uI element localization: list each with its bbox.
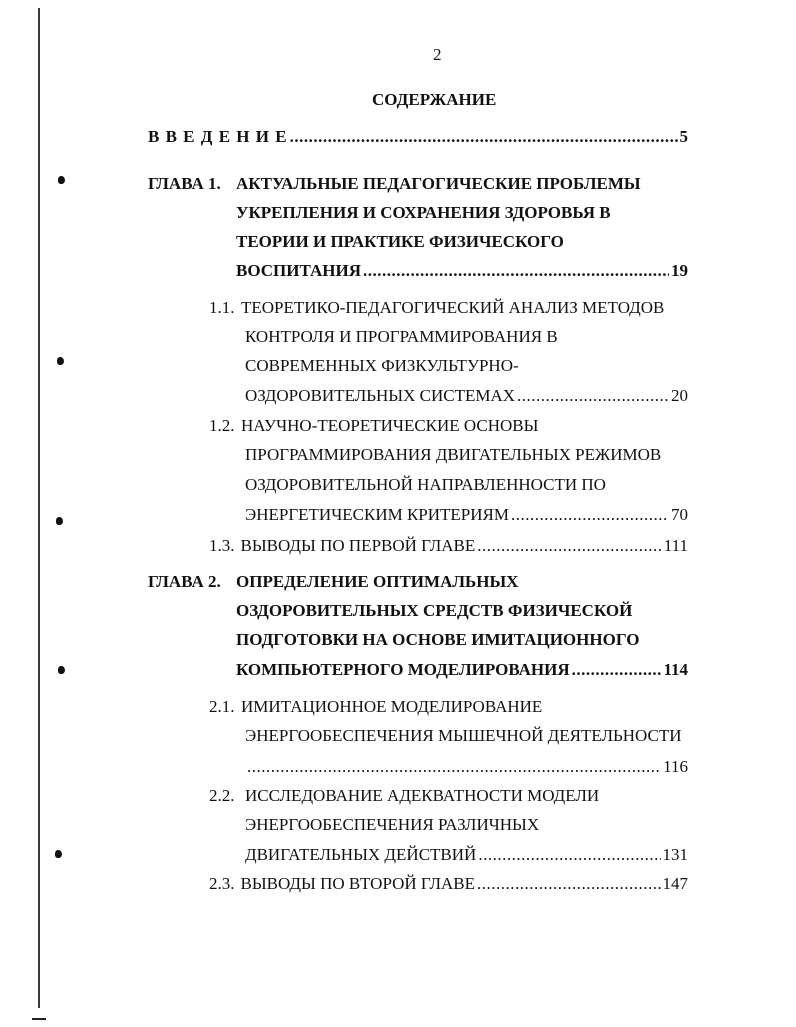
- section-1-3-number: 1.3.: [209, 536, 235, 555]
- leader-dots: [477, 536, 662, 556]
- page-ref: 147: [662, 874, 688, 893]
- chapter-1-title-line[interactable]: УКРЕПЛЕНИЯ И СОХРАНЕНИЯ ЗДОРОВЬЯ В: [236, 203, 611, 222]
- leader-dots: [290, 127, 678, 147]
- page-ref: 111: [663, 536, 688, 555]
- bottom-margin-mark: [32, 1018, 46, 1020]
- toc-entry-introduction[interactable]: [148, 127, 688, 147]
- margin-bullet-1: [58, 176, 65, 184]
- chapter-1-title-line[interactable]: АКТУАЛЬНЫЕ ПЕДАГОГИЧЕСКИЕ ПРОБЛЕМЫ: [236, 174, 641, 193]
- toc-entry-section-2-2[interactable]: [245, 845, 688, 865]
- section-2-3-title: ВЫВОДЫ ПО ВТОРОЙ ГЛАВЕ: [240, 874, 476, 893]
- section-1-1-title-line[interactable]: ТЕОРЕТИКО-ПЕДАГОГИЧЕСКИЙ АНАЛИЗ МЕТОДОВ: [241, 298, 665, 317]
- section-2-2-title-line[interactable]: ИССЛЕДОВАНИЕ АДЕКВАТНОСТИ МОДЕЛИ: [245, 786, 600, 805]
- section-1-1-title-last-line: ОЗДОРОВИТЕЛЬНЫХ СИСТЕМАХ: [245, 386, 516, 405]
- section-1-2-title-line[interactable]: ПРОГРАММИРОВАНИЯ ДВИГАТЕЛЬНЫХ РЕЖИМОВ: [245, 445, 662, 464]
- leader-dots: [363, 261, 669, 281]
- section-1-1-title-line[interactable]: СОВРЕМЕННЫХ ФИЗКУЛЬТУРНО-: [245, 356, 519, 375]
- section-1-1-title-line[interactable]: КОНТРОЛЯ И ПРОГРАММИРОВАНИЯ В: [245, 327, 558, 346]
- chapter-2-prefix: ГЛАВА 2.: [148, 572, 221, 591]
- section-1-2-title-last-line: ЭНЕРГЕТИЧЕСКИМ КРИТЕРИЯМ: [245, 505, 509, 524]
- section-1-3-title: ВЫВОДЫ ПО ПЕРВОЙ ГЛАВЕ: [240, 536, 476, 555]
- section-1-2-number: 1.2.: [209, 416, 235, 435]
- chapter-2-title-line[interactable]: ПОДГОТОВКИ НА ОСНОВЕ ИМИТАЦИОННОГО: [236, 630, 640, 649]
- page-ref: 19: [671, 261, 688, 280]
- toc-entry-chapter-2[interactable]: [236, 660, 688, 680]
- chapter-2-title-line[interactable]: ОПРЕДЕЛЕНИЕ ОПТИМАЛЬНЫХ: [236, 572, 519, 591]
- section-2-2-title-line[interactable]: ЭНЕРГООБЕСПЕЧЕНИЯ РАЗЛИЧНЫХ: [245, 815, 540, 834]
- toc-entry-chapter-1[interactable]: [236, 261, 688, 281]
- chapter-1-prefix: ГЛАВА 1.: [148, 174, 221, 193]
- margin-bullet-3: [56, 517, 63, 525]
- toc-entry-section-2-3[interactable]: [209, 874, 688, 894]
- binding-margin-line: [38, 8, 40, 1008]
- section-1-2-title-line[interactable]: НАУЧНО-ТЕОРЕТИЧЕСКИЕ ОСНОВЫ: [241, 416, 539, 435]
- page-ref: 5: [679, 127, 688, 146]
- section-2-3-number: 2.3.: [209, 874, 235, 893]
- section-2-1-title-line[interactable]: ИМИТАЦИОННОЕ МОДЕЛИРОВАНИЕ: [241, 697, 543, 716]
- toc-entry-section-2-1[interactable]: [245, 757, 688, 777]
- leader-dots: [511, 505, 669, 525]
- page-title: СОДЕРЖАНИЕ: [372, 90, 497, 109]
- page-ref: 70: [671, 505, 688, 524]
- page-ref: 116: [663, 757, 688, 776]
- section-2-2-title-last-line: ДВИГАТЕЛЬНЫХ ДЕЙСТВИЙ: [245, 845, 477, 864]
- margin-bullet-5: [55, 850, 62, 858]
- toc-entry-section-1-3[interactable]: [209, 536, 688, 556]
- page-number: 2: [433, 45, 442, 64]
- section-1-1-number: 1.1.: [209, 298, 235, 317]
- section-1-2-title-line[interactable]: ОЗДОРОВИТЕЛЬНОЙ НАПРАВЛЕННОСТИ ПО: [245, 475, 606, 494]
- leader-dots: [247, 757, 661, 777]
- introduction-label: В В Е Д Е Н И Е: [148, 127, 288, 146]
- chapter-2-title-line[interactable]: ОЗДОРОВИТЕЛЬНЫХ СРЕДСТВ ФИЗИЧЕСКОЙ: [236, 601, 633, 620]
- page-ref: 20: [671, 386, 688, 405]
- page-ref: 131: [662, 845, 688, 864]
- section-2-1-title-line[interactable]: ЭНЕРГООБЕСПЕЧЕНИЯ МЫШЕЧНОЙ ДЕЯТЕЛЬНОСТИ: [245, 726, 682, 745]
- leader-dots: [477, 874, 660, 894]
- section-2-2-number: 2.2.: [209, 786, 235, 805]
- leader-dots: [478, 845, 660, 865]
- chapter-1-title-last-line: ВОСПИТАНИЯ: [236, 261, 361, 280]
- toc-entry-section-1-1[interactable]: [245, 386, 688, 406]
- margin-bullet-2: [57, 357, 64, 365]
- margin-bullet-4: [58, 666, 65, 674]
- page-ref: 114: [663, 660, 688, 679]
- section-2-1-number: 2.1.: [209, 697, 235, 716]
- chapter-1-title-line[interactable]: ТЕОРИИ И ПРАКТИКЕ ФИЗИЧЕСКОГО: [236, 232, 564, 251]
- chapter-2-title-last-line: КОМПЬЮТЕРНОГО МОДЕЛИРОВАНИЯ: [236, 660, 570, 679]
- leader-dots: [517, 386, 669, 406]
- toc-entry-section-1-2[interactable]: [245, 505, 688, 525]
- leader-dots: [572, 660, 662, 680]
